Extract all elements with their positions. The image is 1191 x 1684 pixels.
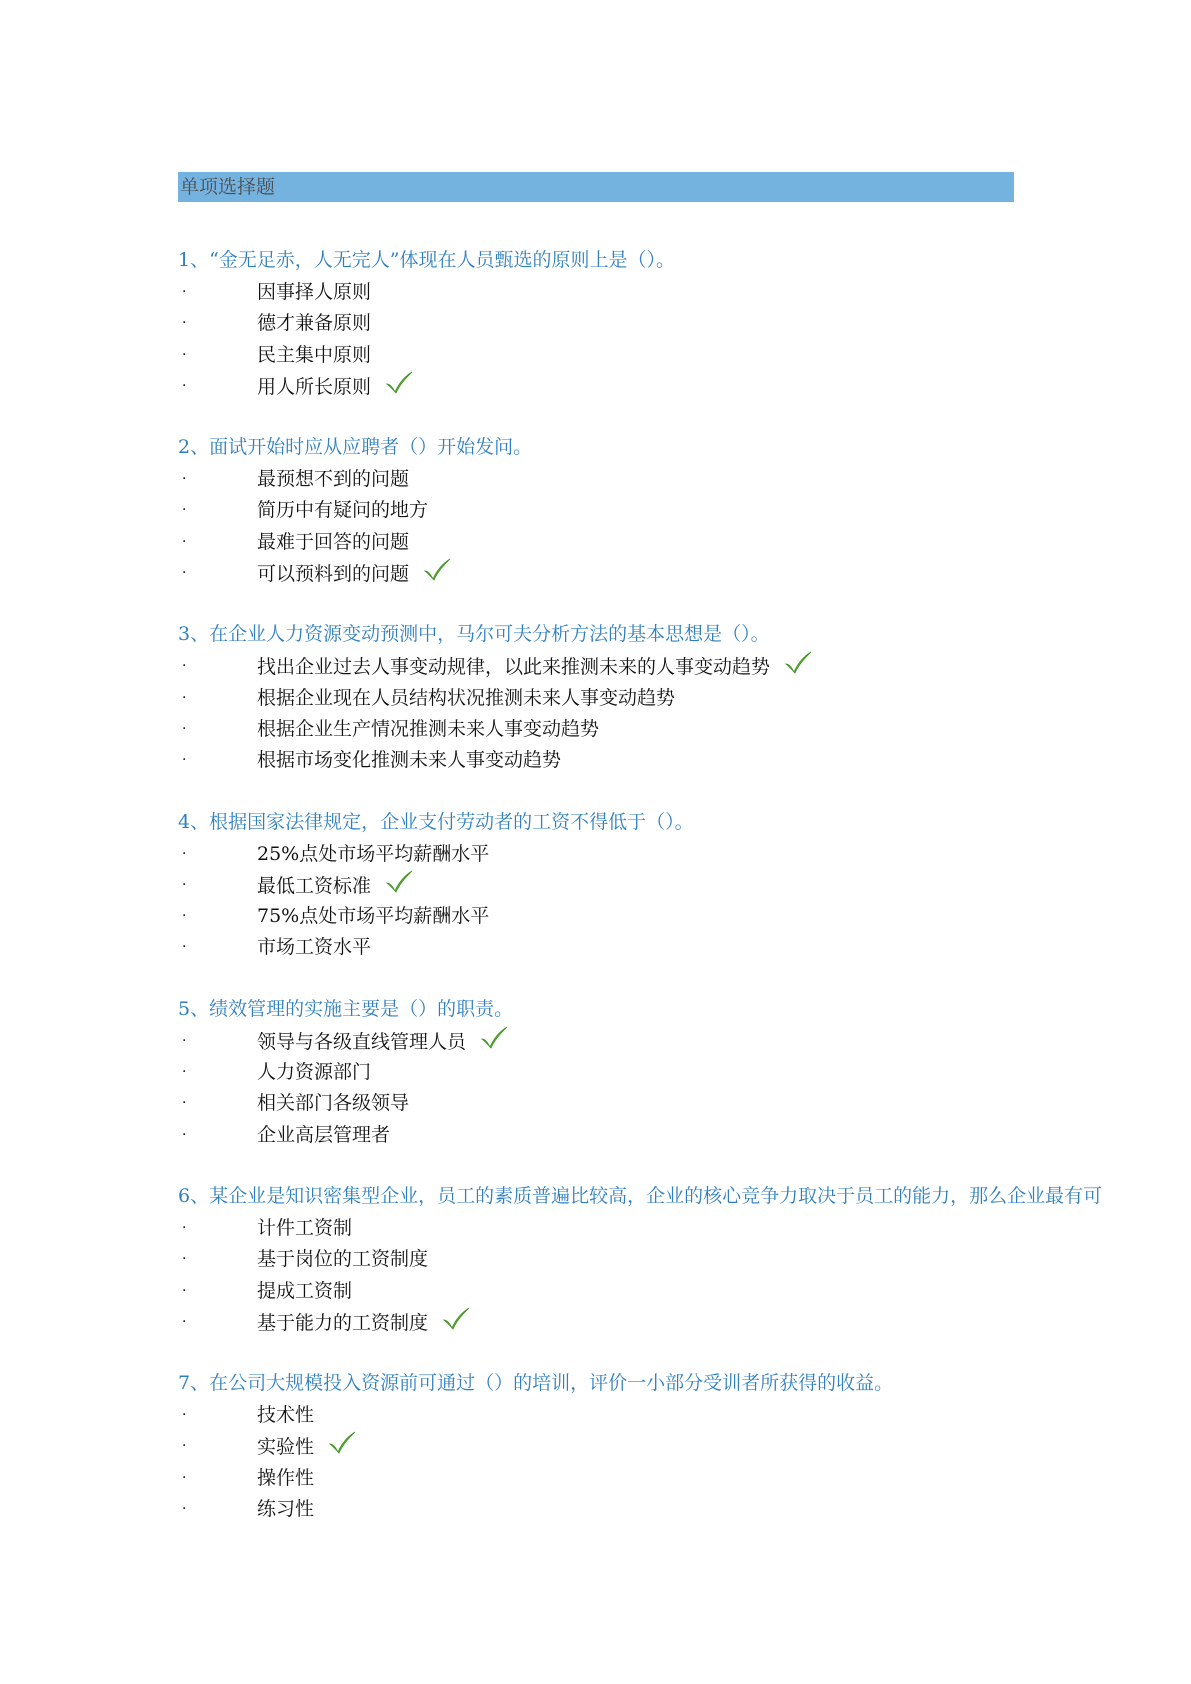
- question-title: 6、某企业是知识密集型企业，员工的素质普遍比较高，企业的核心竞争力取决于员工的能力，那么企业最有可: [178, 1184, 1103, 1207]
- answer-option: [178, 277, 1191, 308]
- bullet-icon: ·: [182, 720, 187, 737]
- option-label: 最低工资标准: [257, 874, 372, 897]
- option-label: 基于岗位的工资制度: [257, 1248, 429, 1271]
- option-label: 根据企业生产情况推测未来人事变动趋势: [257, 717, 600, 740]
- answer-option: [178, 1431, 1191, 1462]
- option-list: [178, 651, 1191, 776]
- option-list: [178, 464, 1191, 589]
- bullet-icon: ·: [182, 533, 187, 550]
- bullet-icon: ·: [182, 1032, 187, 1049]
- answer-option: [178, 558, 1191, 589]
- option-label: 最预想不到的问题: [257, 468, 410, 491]
- option-list: [178, 1026, 1191, 1151]
- answer-option: [178, 839, 1191, 870]
- bullet-icon: ·: [182, 1438, 187, 1455]
- option-label: 找出企业过去人事变动规律，以此来推测未来的人事变动趋势: [257, 656, 771, 679]
- question-item: [178, 1179, 1191, 1338]
- bullet-icon: ·: [182, 1219, 187, 1236]
- option-label: 实验性: [257, 1436, 315, 1459]
- bullet-icon: ·: [182, 284, 187, 300]
- question-item: [178, 430, 1191, 589]
- answer-option: [178, 1276, 1191, 1307]
- answer-option: [178, 308, 1191, 339]
- question-item: [178, 617, 1191, 776]
- bullet-icon: ·: [182, 1282, 187, 1299]
- answer-option: [178, 901, 1191, 932]
- question-title: 7、在公司大规模投入资源前可通过（）的培训，评价一小部分受训者所获得的收益。: [178, 1372, 894, 1395]
- question-item: [178, 243, 1191, 402]
- question-item: [178, 992, 1191, 1151]
- bullet-icon: ·: [182, 658, 187, 675]
- question-title: 3、在企业人力资源变动预测中，马尔可夫分析方法的基本思想是（）。: [178, 623, 770, 646]
- answer-option: [178, 1213, 1191, 1244]
- answer-option: [178, 1494, 1191, 1525]
- option-label: 德才兼备原则: [257, 312, 372, 335]
- answer-option: [178, 1088, 1191, 1119]
- option-label: 简历中有疑问的地方: [257, 499, 429, 522]
- answer-option: [178, 495, 1191, 526]
- answer-option: [178, 1026, 1191, 1057]
- answer-option: [178, 1120, 1191, 1151]
- option-label: 市场工资水平: [257, 936, 372, 959]
- option-label: 最难于回答的问题: [257, 530, 410, 553]
- answer-option: [178, 1463, 1191, 1494]
- option-list: [178, 277, 1191, 402]
- option-label: 基于能力的工资制度: [257, 1311, 429, 1334]
- question-item: [178, 1366, 1191, 1525]
- answer-option: [178, 1057, 1191, 1088]
- question-title: 2、面试开始时应从应聘者（）开始发问。: [178, 436, 533, 459]
- option-label: 根据企业现在人员结构状况推测未来人事变动趋势: [257, 686, 676, 709]
- bullet-icon: ·: [182, 1469, 187, 1486]
- check-mark-icon: [423, 558, 451, 582]
- option-label: 相关部门各级领导: [257, 1092, 410, 1115]
- question-list: [178, 243, 1191, 1553]
- question-title: 1、“金无足赤，人无完人”体现在人员甄选的原则上是（）。: [178, 249, 676, 271]
- option-label: 用人所长原则: [257, 375, 372, 398]
- check-mark-icon: [480, 1026, 508, 1050]
- bullet-icon: ·: [182, 1501, 187, 1518]
- option-list: [178, 1400, 1191, 1525]
- option-label: 因事择人原则: [257, 281, 372, 303]
- check-mark-icon: [442, 1307, 470, 1331]
- question-item: [178, 805, 1191, 964]
- answer-option: [178, 371, 1191, 402]
- option-label: 计件工资制: [257, 1216, 353, 1239]
- answer-option: [178, 745, 1191, 776]
- option-label: 人力资源部门: [257, 1061, 372, 1084]
- option-label: 民主集中原则: [257, 343, 372, 366]
- option-label: 技术性: [257, 1404, 315, 1427]
- check-mark-icon: [385, 371, 413, 395]
- answer-option: [178, 651, 1191, 682]
- option-label: 可以预料到的问题: [257, 563, 410, 586]
- answer-option: [178, 932, 1191, 963]
- bullet-icon: ·: [182, 689, 187, 706]
- bullet-icon: ·: [182, 1095, 187, 1112]
- check-mark-icon: [784, 651, 812, 675]
- bullet-icon: ·: [182, 1126, 187, 1143]
- answer-option: [178, 683, 1191, 714]
- bullet-icon: ·: [182, 1251, 187, 1268]
- option-label: 企业高层管理者: [257, 1123, 391, 1146]
- option-list: [178, 1213, 1191, 1338]
- answer-option: [178, 340, 1191, 371]
- bullet-icon: ·: [182, 1407, 187, 1424]
- question-title: 4、根据国家法律规定，企业支付劳动者的工资不得低于（）。: [178, 810, 694, 833]
- bullet-icon: ·: [182, 471, 187, 488]
- check-mark-icon: [385, 870, 413, 894]
- bullet-icon: ·: [182, 876, 187, 893]
- answer-option: [178, 1400, 1191, 1431]
- bullet-icon: ·: [182, 377, 187, 394]
- option-label: 提成工资制: [257, 1279, 353, 1302]
- bullet-icon: ·: [182, 908, 187, 925]
- answer-option: [178, 464, 1191, 495]
- option-label: 根据市场变化推测未来人事变动趋势: [257, 749, 562, 772]
- bullet-icon: ·: [182, 845, 187, 862]
- question-title: 5、绩效管理的实施主要是（）的职责。: [178, 997, 514, 1020]
- bullet-icon: ·: [182, 315, 187, 332]
- bullet-icon: ·: [182, 939, 187, 956]
- option-label: 75%点处市场平均薪酬水平: [257, 905, 490, 928]
- answer-option: [178, 1244, 1191, 1275]
- bullet-icon: ·: [182, 346, 187, 363]
- section-header: 单项选择题: [178, 172, 1014, 202]
- bullet-icon: ·: [182, 502, 187, 519]
- option-label: 练习性: [257, 1498, 315, 1521]
- option-label: 25%点处市场平均薪酬水平: [257, 842, 490, 865]
- answer-option: [178, 870, 1191, 901]
- option-label: 操作性: [257, 1466, 315, 1489]
- option-label: 领导与各级直线管理人员: [257, 1030, 467, 1053]
- bullet-icon: ·: [182, 1313, 187, 1330]
- answer-option: [178, 527, 1191, 558]
- check-mark-icon: [328, 1431, 356, 1455]
- option-list: [178, 839, 1191, 964]
- bullet-icon: ·: [182, 752, 187, 769]
- answer-option: [178, 714, 1191, 745]
- answer-option: [178, 1307, 1191, 1338]
- bullet-icon: ·: [182, 565, 187, 582]
- bullet-icon: ·: [182, 1064, 187, 1081]
